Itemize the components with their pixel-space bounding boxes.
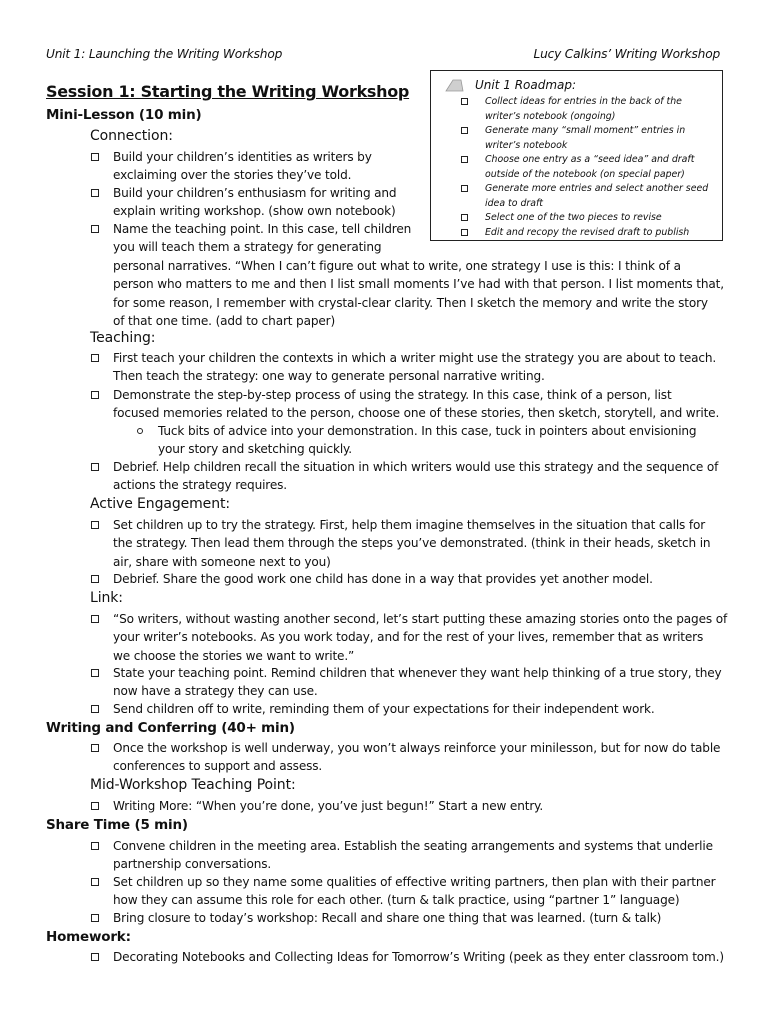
checkbox-icon [91,914,99,922]
roadmap-item: Choose one entry as a “seed idea” and draft outside of the notebook (on special paper) [461,153,719,182]
share-bullet-3: Bring closure to today’s workshop: Recall and share one thing that was learned. (turn & talk) [91,909,731,927]
checkbox-icon [461,127,468,134]
checkbox-icon [91,463,99,471]
connection-heading: Connection: [90,128,173,144]
roadmap-item: Edit and recopy the revised draft to publish [461,226,719,241]
share-bullet-1: Convene children in the meeting area. Establish the seating arrangements and systems that underlie partnership conversations. [91,837,731,874]
connection-bullet-1: Build your children’s identities as writers by exclaiming over the stories they’ve told. [91,148,421,185]
minilesson-heading: Mini-Lesson (10 min) [46,107,202,123]
homework-bullet: Decorating Notebooks and Collecting Ideas for Tomorrow’s Writing (peek as they enter classroom tom.) [91,948,731,966]
checkbox-icon [461,156,468,163]
teaching-bullet-2: Demonstrate the step-by-step process of using the strategy. In this case, think of a person, list focused memories related to the person, choose one of these stories, then sketch, storytell, and write. [91,386,731,423]
mid-workshop-heading: Mid-Workshop Teaching Point: [90,777,296,793]
link-bullet-3: Send children off to write, reminding them of your expectations for their independent work. [91,700,731,718]
checkbox-icon [461,98,468,105]
checkbox-icon [91,802,99,810]
link-heading: Link: [90,590,123,606]
active-bullet-2: Debrief. Share the good work one child has done in a way that provides yet another model. [91,570,731,588]
roadmap-title: Unit 1 Roadmap: [475,78,577,92]
checkbox-icon [461,185,468,192]
running-header-author: Lucy Calkins’ Writing Workshop [533,47,720,61]
checkbox-icon [91,953,99,961]
writing-bullet-1: Once the workshop is well underway, you won’t always reinforce your minilesson, but for now do table conferences to support and assess. [91,739,731,776]
homework-heading: Homework: [46,929,131,945]
mid-workshop-bullet: Writing More: “When you’re done, you’ve just begun!” Start a new entry. [91,797,731,815]
roadmap-item: Collect ideas for entries in the back of the writer’s notebook (ongoing) [461,95,719,124]
link-bullet-2: State your teaching point. Remind children that whenever they want help thinking of a true story, they now have a strategy they can use. [91,664,731,701]
teaching-bullet-1: First teach your children the contexts in which a writer might use the strategy you are about to teach. Then teach the strategy: one way to generate personal narrative writing. [91,349,731,386]
checkbox-icon [91,189,99,197]
checkbox-icon [91,878,99,886]
connection-bullet-3-continued: personal narratives. “When I can’t figure out what to write, one strategy I use is this: I think of a person who matters to me and then I list small moments I’ve had with that person. I list moments that, for some reason, I remember with crystal-clear clarity. Then I sketch the memory and write the story of that one time. (add to chart paper) [113,259,724,328]
share-bullet-2: Set children up so they name some qualities of effective writing partners, then plan with their partner how they can assume this role for each other. (turn & talk practice, using “partner 1” language) [91,873,731,910]
teaching-bullet-3: Debrief. Help children recall the situation in which writers would use this strategy and the sequence of actions the strategy requires. [91,458,731,495]
share-time-heading: Share Time (5 min) [46,817,188,833]
checkbox-icon [91,225,99,233]
connection-bullet-2: Build your children’s enthusiasm for writing and explain writing workshop. (show own notebook) [91,184,421,221]
connection-bullet-3: Name the teaching point. In this case, tell children you will teach them a strategy for generating [91,220,421,257]
writing-conferring-heading: Writing and Conferring (40+ min) [46,720,295,736]
teaching-sub-bullet: Tuck bits of advice into your demonstration. In this case, tuck in pointers about envisioning your story and sketching quickly. [158,424,697,457]
roadmap-arrow-icon [444,78,464,92]
checkbox-icon [91,521,99,529]
checkbox-icon [461,229,468,236]
checkbox-icon [91,391,99,399]
roadmap-item: Generate more entries and select another seed idea to draft [461,182,719,211]
running-header-unit: Unit 1: Launching the Writing Workshop [46,47,283,61]
active-engagement-heading: Active Engagement: [90,496,230,512]
roadmap-item: Generate many “small moment” entries in writer’s notebook [461,124,719,153]
sub-bullet-circle-icon [137,428,143,434]
checkbox-icon [91,744,99,752]
checkbox-icon [91,615,99,623]
roadmap-item: Select one of the two pieces to revise [461,211,719,226]
checkbox-icon [91,153,99,161]
link-bullet-1: “So writers, without wasting another second, let’s start putting these amazing stories onto the pages of your writer’s notebooks. As you work today, and for the rest of your lives, remember that as writers we choose the stories we want to write.” [91,610,731,665]
roadmap-box [430,70,723,241]
checkbox-icon [91,842,99,850]
active-bullet-1: Set children up to try the strategy. First, help them imagine themselves in the situation that calls for the strategy. Then lead them through the steps you’ve demonstrated. (think in their heads, sketch in air, share with someone next to you) [91,516,731,571]
checkbox-icon [91,705,99,713]
roadmap-list [461,95,719,240]
checkbox-icon [461,214,468,221]
checkbox-icon [91,354,99,362]
checkbox-icon [91,669,99,677]
checkbox-icon [91,575,99,583]
teaching-heading: Teaching: [90,330,156,346]
session-title: Session 1: Starting the Writing Workshop [46,82,410,101]
